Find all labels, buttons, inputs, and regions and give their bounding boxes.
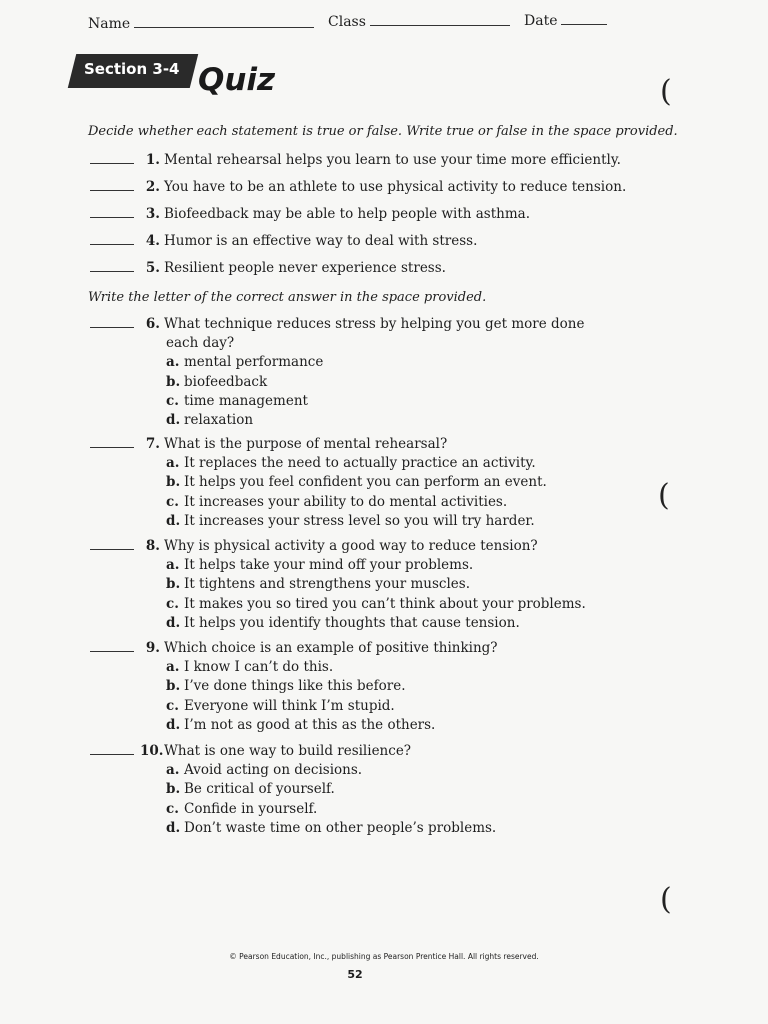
answer-option (166, 678, 406, 694)
question-text: What is one way to build resilience? (164, 743, 412, 759)
answer-blank[interactable] (90, 234, 134, 245)
answer-option (166, 455, 536, 471)
answer-blank[interactable] (90, 317, 134, 328)
tf-item (90, 179, 626, 195)
option-letter: a. (166, 557, 180, 574)
tf-item (90, 260, 446, 276)
option-letter: c. (166, 697, 179, 714)
option-letter: c. (166, 595, 179, 612)
option-text: biofeedback (184, 373, 268, 390)
date-label: Date (524, 13, 558, 29)
answer-option (166, 354, 323, 370)
binder-hole-mark-bottom: ( (660, 882, 672, 917)
option-letter: d. (166, 512, 181, 529)
option-text: It increases your ability to do mental activities. (184, 493, 508, 510)
answer-option (166, 820, 496, 836)
answer-blank[interactable] (90, 744, 134, 755)
name-label: Name (88, 16, 131, 32)
option-letter: b. (166, 576, 181, 593)
answer-option (166, 615, 520, 631)
question-number: 7. (145, 436, 160, 452)
option-text: Everyone will think I’m stupid. (184, 697, 395, 714)
option-text: It replaces the need to actually practice an activity. (184, 455, 536, 472)
answer-blank[interactable] (90, 261, 134, 272)
option-letter: c. (166, 800, 179, 817)
class-label: Class (328, 14, 366, 30)
binder-hole-mark-middle: ( (658, 478, 670, 513)
date-line (561, 24, 607, 25)
answer-option (166, 374, 267, 390)
answer-option (166, 557, 473, 573)
option-letter: b. (166, 781, 181, 798)
answer-option (166, 513, 535, 529)
option-letter: b. (166, 373, 181, 390)
mc-question (90, 743, 411, 759)
answer-blank[interactable] (90, 180, 134, 191)
option-letter: a. (166, 659, 180, 676)
tf-item (90, 206, 530, 222)
option-text: It tightens and strengthens your muscles. (184, 576, 470, 593)
answer-option (166, 801, 317, 817)
item-text: Resilient people never experience stress. (164, 260, 446, 276)
answer-blank[interactable] (90, 207, 134, 218)
answer-option (166, 781, 335, 797)
option-text: I’m not as good at this as the others. (184, 716, 436, 733)
option-text: I know I can’t do this. (184, 659, 334, 676)
item-text: Mental rehearsal helps you learn to use your time more efficiently. (164, 152, 621, 168)
answer-option (166, 762, 362, 778)
item-number: 5. (145, 260, 160, 276)
option-letter: a. (166, 455, 180, 472)
mc-question (90, 538, 538, 554)
question-text: What technique reduces stress by helping you get more done (164, 316, 585, 332)
question-text-continued: each day? (166, 335, 235, 352)
answer-option (166, 412, 253, 428)
option-letter: a. (166, 354, 180, 371)
option-text: Confide in yourself. (184, 800, 318, 817)
option-letter: c. (166, 493, 179, 510)
option-text: It helps take your mind off your problems. (184, 557, 474, 574)
answer-blank[interactable] (90, 437, 134, 448)
option-text: It helps you identify thoughts that cause tension. (184, 614, 520, 631)
option-text: It makes you so tired you can’t think about your problems. (184, 595, 586, 612)
option-letter: d. (166, 819, 181, 836)
item-number: 2. (145, 179, 160, 195)
part1-instruction: Decide whether each statement is true or false. Write true or false in the space provided. (88, 124, 678, 139)
option-letter: d. (166, 716, 181, 733)
option-text: It helps you feel confident you can perform an event. (184, 474, 547, 491)
item-text: You have to be an athlete to use physical activity to reduce tension. (164, 179, 627, 195)
answer-option (166, 596, 586, 612)
item-number: 1. (145, 152, 160, 168)
item-text: Biofeedback may be able to help people with asthma. (164, 206, 530, 222)
answer-blank[interactable] (90, 153, 134, 164)
copyright-notice: © Pearson Education, Inc., publishing as Pearson Prentice Hall. All rights reserved. (229, 952, 539, 961)
tf-item (90, 233, 477, 249)
question-text: Why is physical activity a good way to reduce tension? (164, 538, 538, 554)
date-field[interactable] (524, 13, 607, 29)
option-text: I’ve done things like this before. (184, 678, 406, 695)
question-text: Which choice is an example of positive thinking? (164, 640, 498, 656)
option-text: relaxation (184, 412, 254, 428)
page-number: 52 (347, 968, 363, 981)
section-label: Section 3-4 (84, 60, 180, 78)
answer-option (166, 474, 547, 490)
answer-option (166, 659, 333, 675)
option-letter: d. (166, 412, 181, 428)
quiz-title: Quiz (198, 62, 276, 98)
option-text: time management (184, 392, 308, 409)
option-text: Be critical of yourself. (184, 781, 335, 798)
question-number: 9. (145, 640, 160, 656)
answer-option (166, 576, 470, 592)
class-line (370, 25, 510, 26)
option-text: mental performance (184, 354, 324, 371)
answer-option (166, 494, 507, 510)
part2-instruction: Write the letter of the correct answer in the space provided. (88, 290, 487, 305)
answer-blank[interactable] (90, 539, 134, 550)
answer-option (166, 698, 395, 714)
answer-option (166, 717, 435, 733)
question-text: What is the purpose of mental rehearsal? (164, 436, 448, 452)
mc-question (90, 316, 584, 332)
mc-question (90, 640, 498, 656)
name-field[interactable] (88, 16, 314, 32)
question-number: 6. (145, 316, 160, 332)
question-number: 10. (140, 743, 164, 759)
option-letter: d. (166, 614, 181, 631)
option-text: It increases your stress level so you will try harder. (184, 512, 535, 529)
class-field[interactable] (328, 14, 510, 30)
option-letter: a. (166, 762, 180, 779)
option-text: Avoid acting on decisions. (184, 762, 363, 779)
item-number: 3. (145, 206, 160, 222)
tf-item (90, 152, 621, 168)
option-text: Don’t waste time on other people’s problems. (184, 819, 497, 836)
option-letter: b. (166, 678, 181, 695)
answer-blank[interactable] (90, 641, 134, 652)
answer-option (166, 393, 308, 409)
option-letter: b. (166, 474, 181, 491)
mc-question (90, 436, 447, 452)
option-letter: c. (166, 392, 179, 409)
binder-hole-mark-top: ( (660, 74, 672, 109)
name-line (134, 27, 314, 28)
item-number: 4. (145, 233, 160, 249)
question-number: 8. (145, 538, 160, 554)
item-text: Humor is an effective way to deal with stress. (164, 233, 478, 249)
